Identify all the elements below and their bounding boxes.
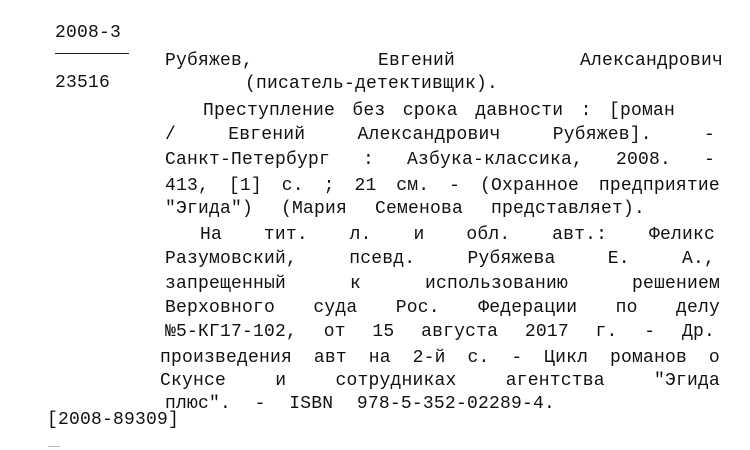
card-word: романов xyxy=(610,348,688,368)
card-word: и xyxy=(275,371,287,391)
card-line xyxy=(245,73,498,95)
card-word: Александрович xyxy=(579,51,723,71)
inventory-number: 23516 xyxy=(55,73,111,93)
card-word: Скунсе xyxy=(160,371,227,391)
card-word: 413, xyxy=(165,176,210,196)
card-word: Федерации xyxy=(478,298,578,318)
card-word: Рубяжев]. xyxy=(552,125,652,145)
card-word: Рос. xyxy=(395,298,440,318)
card-word: Евгений xyxy=(228,125,306,145)
card-word: 21 xyxy=(354,176,377,196)
card-line xyxy=(165,273,720,295)
card-word: срока xyxy=(402,101,458,121)
card-line xyxy=(165,175,720,197)
card-word: Азбука-классика, xyxy=(406,150,584,170)
card-line xyxy=(165,198,645,220)
card-word: (Охранное xyxy=(480,176,580,196)
card-word: Разумовский, xyxy=(165,249,298,269)
card-word: запрещенный xyxy=(165,274,287,294)
card-word: - xyxy=(254,394,266,414)
card-line xyxy=(165,321,715,343)
card-word: на xyxy=(368,348,391,368)
card-line xyxy=(160,347,720,369)
card-word: и xyxy=(413,225,425,245)
card-line xyxy=(165,297,720,319)
card-word: Е. xyxy=(607,249,630,269)
card-word: Верховного xyxy=(165,298,276,318)
card-word: Александрович xyxy=(357,125,501,145)
card-word: 2017 xyxy=(524,322,569,342)
card-word: - xyxy=(449,176,461,196)
card-word: Семенова xyxy=(374,199,463,219)
card-word: Др. xyxy=(681,322,715,342)
card-line xyxy=(165,124,715,146)
card-word: с. xyxy=(467,348,490,368)
card-word: - xyxy=(644,322,656,342)
card-word: обл. xyxy=(466,225,511,245)
edge-mark xyxy=(48,446,60,447)
card-word: На xyxy=(200,225,223,245)
card-word: суда xyxy=(313,298,358,318)
card-word: Феликс xyxy=(648,225,715,245)
card-word: произведения xyxy=(160,348,293,368)
card-line xyxy=(165,50,723,72)
card-word: [1] xyxy=(228,176,262,196)
card-word: Рубяжева xyxy=(467,249,556,269)
divider-rule xyxy=(55,53,129,54)
card-word: давности xyxy=(475,101,564,121)
card-word: ; xyxy=(323,176,335,196)
card-word: к xyxy=(350,274,362,294)
card-word: использованию xyxy=(424,274,569,294)
card-word: : xyxy=(363,150,375,170)
card-line xyxy=(165,149,715,171)
card-word: Санкт-Петербург xyxy=(165,150,331,170)
card-line xyxy=(203,100,675,122)
card-word: августа xyxy=(421,322,499,342)
card-word: от xyxy=(323,322,346,342)
card-word: тит. xyxy=(263,225,308,245)
card-word: авт.: xyxy=(552,225,608,245)
card-word: Рубяжев, xyxy=(165,51,254,71)
card-word: представляет). xyxy=(490,199,645,219)
card-word: без xyxy=(352,101,386,121)
card-word: плюс". xyxy=(165,394,232,414)
card-word: (писатель-детективщик). xyxy=(245,74,499,94)
card-word: предприятие xyxy=(598,176,720,196)
card-word: "Эгида") xyxy=(165,199,254,219)
card-word: Цикл xyxy=(544,348,589,368)
card-word: "Эгида xyxy=(653,371,720,391)
card-word: ISBN xyxy=(289,394,334,414)
card-line xyxy=(160,370,720,392)
shelf-mark: 2008-3 xyxy=(55,23,122,43)
card-word: - xyxy=(511,348,523,368)
card-word: 2008. xyxy=(615,150,671,170)
card-word: [роман xyxy=(608,101,675,121)
card-word: делу xyxy=(675,298,720,318)
card-line xyxy=(165,248,715,270)
card-word: по xyxy=(615,298,638,318)
card-word: / xyxy=(165,125,177,145)
card-word: о xyxy=(708,348,720,368)
card-word: г. xyxy=(595,322,618,342)
card-word: №5-КГ17-102, xyxy=(165,322,298,342)
card-word: сотрудниках xyxy=(335,371,457,391)
card-word: (Мария xyxy=(280,199,347,219)
card-word: см. xyxy=(396,176,430,196)
card-word: : xyxy=(580,101,592,121)
card-word: решением xyxy=(631,274,720,294)
record-code: [2008-89309] xyxy=(47,410,180,430)
card-word: Евгений xyxy=(377,51,455,71)
card-word: - xyxy=(703,150,715,170)
card-word: 978-5-352-02289-4. xyxy=(356,394,555,414)
card-word: - xyxy=(703,125,715,145)
card-line xyxy=(200,224,715,246)
card-word: А., xyxy=(681,249,715,269)
card-word: авт xyxy=(313,348,347,368)
card-word: Преступление xyxy=(203,101,336,121)
card-line xyxy=(165,393,555,415)
card-word: с. xyxy=(281,176,304,196)
card-word: агентства xyxy=(505,371,605,391)
card-word: 2-й xyxy=(412,348,446,368)
card-word: псевд. xyxy=(349,249,416,269)
card-word: 15 xyxy=(372,322,395,342)
card-word: л. xyxy=(349,225,372,245)
